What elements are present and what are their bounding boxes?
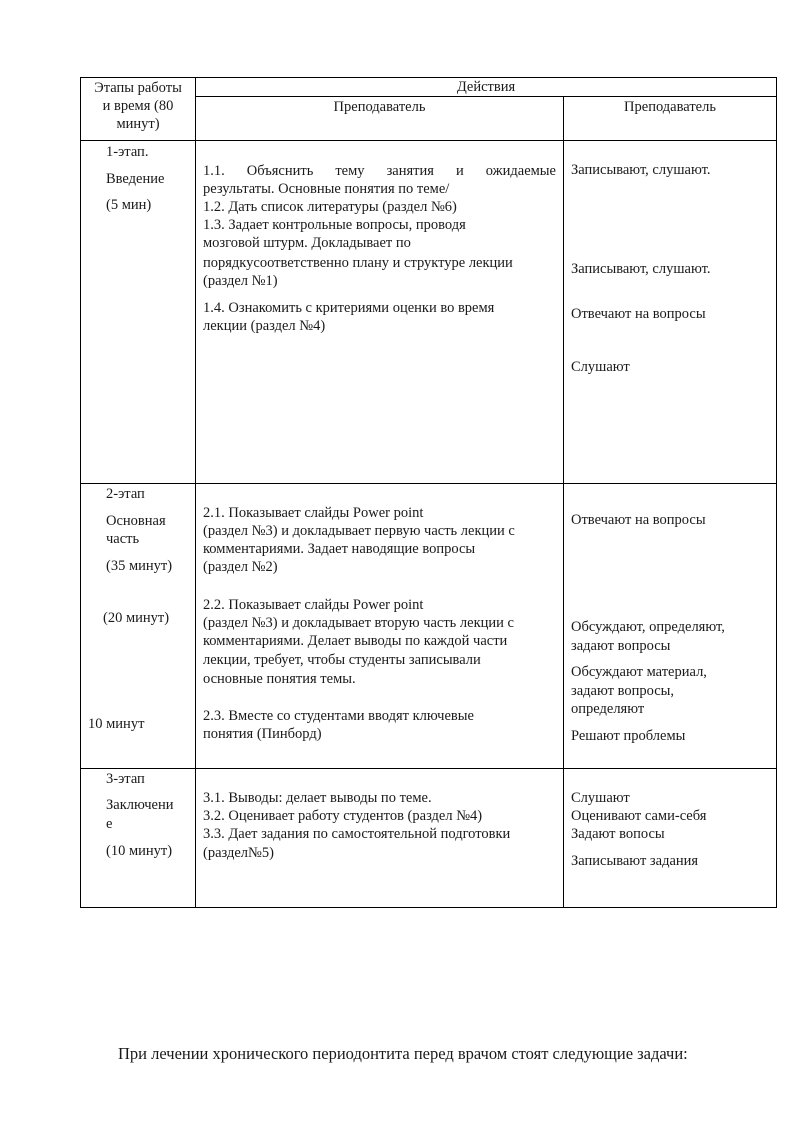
stage2-name-line2: часть bbox=[106, 531, 140, 547]
stage2-students-line5: задают вопросы, bbox=[571, 683, 675, 699]
stage3-name-line1: Заключени bbox=[106, 797, 174, 813]
stage2-teacher-line2: (раздел №3) и докладывает первую часть лекции с bbox=[203, 523, 515, 539]
stage1-label: 1-этап. bbox=[106, 144, 149, 160]
stage1-teacher-line1: 1.1. Объяснить тему занятия и ожидаемые bbox=[203, 163, 556, 179]
stage2-teacher-line5: 2.2. Показывает слайды Power point bbox=[203, 597, 424, 613]
header-teacher-col2: Преподаватель bbox=[624, 99, 716, 115]
stage3-teacher-line4: (раздел№5) bbox=[203, 845, 274, 861]
stage1-time: (5 мин) bbox=[106, 197, 152, 213]
header-teacher-col1: Преподаватель bbox=[333, 99, 426, 115]
header-divider bbox=[195, 96, 777, 97]
stage1-students-line2: Записывают, слушают. bbox=[571, 261, 711, 277]
header-bottom-border bbox=[80, 140, 777, 141]
stage3-students-line2: Оценивают сами-себя bbox=[571, 808, 707, 824]
stage2-teacher-line7: комментариями. Делает выводы по каждой части bbox=[203, 633, 508, 649]
stage2-name-line1: Основная bbox=[106, 513, 166, 529]
stage2-students-line6: определяют bbox=[571, 701, 645, 717]
header-stages-line3: минут) bbox=[116, 116, 160, 132]
stage3-time: (10 минут) bbox=[106, 843, 173, 859]
col-divider-1 bbox=[195, 77, 196, 908]
footer-paragraph: При лечении хронического периодонтита перед врачом стоят следующие задачи: bbox=[118, 1044, 688, 1063]
stage1-students-line1: Записывают, слушают. bbox=[571, 162, 711, 178]
stage3-students-line3: Задают вопосы bbox=[571, 826, 665, 842]
header-stages-line2: и время (80 bbox=[102, 98, 174, 114]
stage1-teacher-line9: лекции (раздел №4) bbox=[203, 318, 326, 334]
header-stages-line1: Этапы работы bbox=[94, 80, 182, 96]
stage1-teacher-line3: 1.2. Дать список литературы (раздел №6) bbox=[203, 199, 457, 215]
stage3-students-line4: Записывают задания bbox=[571, 853, 699, 869]
stage2-teacher-line8: лекции, требует, чтобы студенты записывали bbox=[203, 652, 481, 668]
stage2-teacher-line11: понятия (Пинборд) bbox=[203, 726, 322, 742]
stage2-time2: (20 минут) bbox=[103, 610, 170, 626]
stage2-time: (35 минут) bbox=[106, 558, 173, 574]
stage3-teacher-line1: 3.1. Выводы: делает выводы по теме. bbox=[203, 790, 432, 806]
stage2-students-line2: Обсуждают, определяют, bbox=[571, 619, 725, 635]
table-border-left bbox=[80, 77, 81, 908]
stage1-name: Введение bbox=[106, 171, 165, 187]
stage2-bottom-border bbox=[80, 768, 777, 769]
stage1-teacher-line5: мозговой штурм. Докладывает по bbox=[203, 235, 411, 251]
stage2-teacher-line10: 2.3. Вместе со студентами вводят ключевые bbox=[203, 708, 474, 724]
stage1-teacher-line4: 1.3. Задает контрольные вопросы, проводя bbox=[203, 217, 466, 233]
stage1-students-line3: Отвечают на вопросы bbox=[571, 306, 706, 322]
stage2-label: 2-этап bbox=[106, 486, 145, 502]
stage2-teacher-line3: комментариями. Задает наводящие вопросы bbox=[203, 541, 476, 557]
header-actions: Действия bbox=[456, 79, 516, 95]
col-divider-2 bbox=[563, 96, 564, 908]
stage1-teacher-line2: результаты. Основные понятия по теме/ bbox=[203, 181, 450, 197]
stage2-teacher-line4: (раздел №2) bbox=[203, 559, 278, 575]
stage1-students-line4: Слушают bbox=[571, 359, 630, 375]
stage2-students-line7: Решают проблемы bbox=[571, 728, 686, 744]
stage2-students-line1: Отвечают на вопросы bbox=[571, 512, 706, 528]
stage1-bottom-border bbox=[80, 483, 777, 484]
table-border-bottom bbox=[80, 907, 777, 908]
stage1-teacher-line6: порядкусоответственно плану и структуре лекции bbox=[203, 255, 513, 271]
stage2-teacher-line6: (раздел №3) и докладывает вторую часть лекции с bbox=[203, 615, 514, 631]
stage3-students-line1: Слушают bbox=[571, 790, 630, 806]
stage3-label: 3-этап bbox=[106, 771, 145, 787]
table-border-right bbox=[776, 77, 777, 908]
stage1-teacher-line7: (раздел №1) bbox=[203, 273, 278, 289]
stage3-name-line2: е bbox=[106, 816, 113, 832]
stage3-teacher-line3: 3.3. Дает задания по самостоятельной подготовки bbox=[203, 826, 511, 842]
stage2-teacher-line9: основные понятия темы. bbox=[203, 671, 356, 687]
stage3-teacher-line2: 3.2. Оценивает работу студентов (раздел №4) bbox=[203, 808, 483, 824]
stage2-teacher-line1: 2.1. Показывает слайды Power point bbox=[203, 505, 424, 521]
stage1-teacher-line8: 1.4. Ознакомить с критериями оценки во время bbox=[203, 300, 495, 316]
stage2-time3: 10 минут bbox=[88, 716, 145, 732]
stage2-students-line3: задают вопросы bbox=[571, 638, 671, 654]
stage2-students-line4: Обсуждают материал, bbox=[571, 664, 707, 680]
